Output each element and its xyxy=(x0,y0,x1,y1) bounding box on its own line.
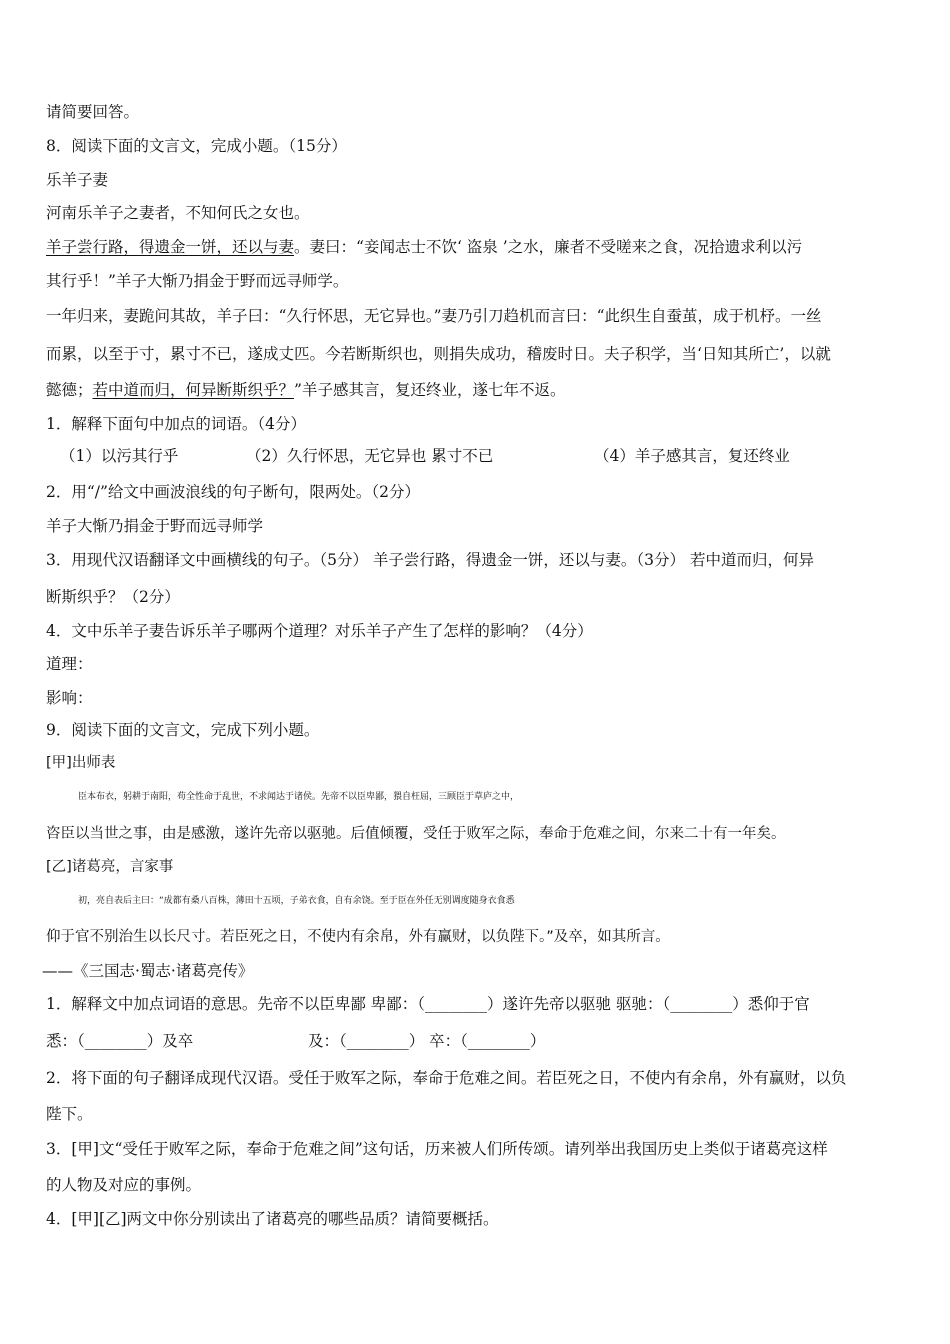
sub-question-1: 1．解释下面句中加点的词语。（4分） xyxy=(46,415,306,433)
passage-title: 乐羊子妻 xyxy=(46,171,109,189)
text-line: 请简要回答。 xyxy=(46,103,140,121)
answer-label-reason: 道理： xyxy=(46,655,93,673)
sub-question-2: 2．用“/”给文中画波浪线的句子断句，限两处。（2分） xyxy=(46,483,421,501)
answer-label-effect: 影响： xyxy=(46,689,93,707)
sub-question-2: 2．将下面的句子翻译成现代汉语。受任于败军之际，奉命于危难之间。若臣死之日，不使内有余帛，外有赢财，以负 xyxy=(46,1069,847,1087)
question-9-heading: 9．阅读下面的文言文，完成下列小题。 xyxy=(46,721,320,739)
underlined-sentence: 若中道而归，何异断斯织乎？ xyxy=(92,381,295,399)
sub-question-4: 4．[甲][乙]两文中你分别读出了诸葛亮的哪些品质？请简要概括。 xyxy=(46,1210,499,1228)
text-line: 羊子大惭乃捐金于野而远寻师学 xyxy=(46,517,264,535)
sub-question-3: 3．[甲]文“受任于败军之际，奉命于危难之间”这句话，历来被人们所传颂。请列举出我国历史上类似于诸葛亮这样 xyxy=(46,1140,828,1158)
text-line: 咨臣以当世之事，由是感激，遂许先帝以驱驰。后值倾覆，受任于败军之际，奉命于危难之间，尔来二十有一年矣。 xyxy=(46,826,786,842)
item-4: （4）羊子感其言，复还终业 xyxy=(594,447,790,465)
text-line: 的人物及对应的事例。 xyxy=(46,1176,202,1194)
sub-question-4: 4．文中乐羊子妻告诉乐羊子哪两个道理？对乐羊子产生了怎样的影响？（4分） xyxy=(46,622,593,640)
text-line: 一年归来，妻跪问其故，羊子曰：“久行怀思，无它异也。”妻乃引刀趋机而言曰：“此织生自蚕茧，成于机杼。一丝 xyxy=(46,307,822,325)
sub-question-3: 3．用现代汉语翻译文中画横线的句子。（5分） 羊子尝行路，得遗金一饼，还以与妻。（3分） 若中道而归，何异 xyxy=(46,551,814,569)
blank-item: 悉：（________）及卒 xyxy=(46,1032,194,1050)
sub-question-1: 1．解释文中加点词语的意思。先帝不以臣卑鄙 卑鄙：（________）遂许先帝以驱驰 驱驰：（________）悉仰于官 xyxy=(46,995,810,1013)
text-line: 断斯织乎？（2分） xyxy=(46,588,180,606)
underlined-sentence: 羊子尝行路，得遗金一饼，还以与妻 xyxy=(46,238,295,256)
text-line: 而累，以至于寸，累寸不已，遂成丈匹。今若断斯织也，则捐失成功，稽废时日。夫子积学，当‘日知其所亡’，以就 xyxy=(46,345,831,363)
text-line: 臣本布衣，躬耕于南阳，苟全性命于乱世，不求闻达于诸侯。先帝不以臣卑鄙，猥自枉屈，三顾臣于草庐之中， xyxy=(78,792,520,802)
text-segment: 。妻曰：“妾闻志士不饮‘ 盗泉 ’之水，廉者不受嗟来之食，况拾遗求利以污 xyxy=(294,238,803,256)
source-citation: ——《三国志·蜀志·诸葛亮传》 xyxy=(42,962,254,980)
text-line: 河南乐羊子之妻者，不知何氏之女也。 xyxy=(46,204,310,222)
question-8-heading: 8．阅读下面的文言文，完成小题。（15分） xyxy=(46,137,347,155)
text-line: 初，亮自表后主曰：“成都有桑八百株，薄田十五顷，子弟衣食，自有余饶。至于臣在外任无别调度随身衣食悉 xyxy=(78,896,515,906)
passage-title-yi: [乙]诸葛亮，言家事 xyxy=(46,859,174,875)
text-line xyxy=(46,380,916,400)
item-2: （2）久行怀思，无它异也 累寸不已 xyxy=(246,447,494,465)
text-line xyxy=(46,1031,916,1051)
text-line xyxy=(46,237,916,257)
item-1: （1）以污其行乎 xyxy=(60,447,179,465)
text-line: 陛下。 xyxy=(46,1105,93,1123)
text-line: 其行乎！”羊子大惭乃捐金于野而远寻师学。 xyxy=(46,272,349,290)
sub-question-items xyxy=(46,446,916,466)
text-line: 仰于官不别治生以长尺寸。若臣死之日，不使内有余帛，外有赢财，以负陛下。”及卒，如其所言。 xyxy=(46,929,670,945)
text-segment: 懿德； xyxy=(46,381,93,399)
blank-item: 及：（________） 卒：（________） xyxy=(308,1032,546,1050)
passage-title-jia: [甲]出师表 xyxy=(46,755,116,771)
text-segment: ”羊子感其言，复还终业，遂七年不返。 xyxy=(294,381,566,399)
